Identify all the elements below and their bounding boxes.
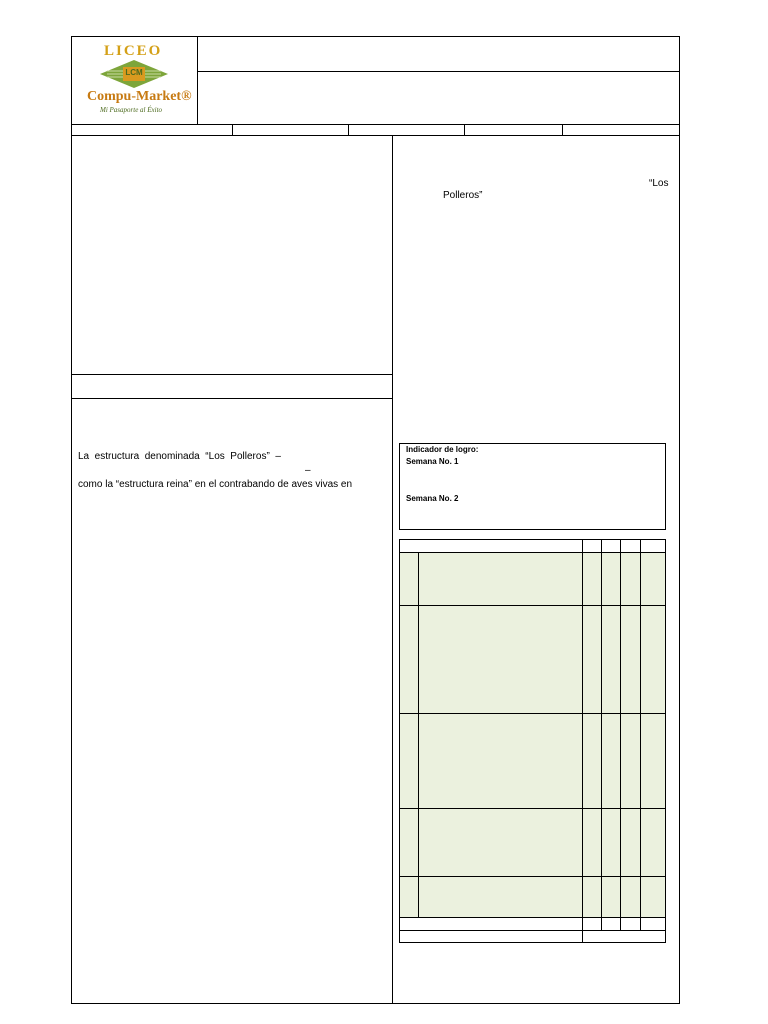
table-right-border	[665, 539, 666, 552]
logo-top-text: LICEO	[104, 43, 163, 59]
grading-table	[399, 529, 666, 944]
info-strip	[72, 124, 680, 136]
info-strip-divider	[464, 124, 465, 135]
quote-part-2: Polleros”	[443, 190, 483, 201]
table-left-border	[399, 918, 400, 930]
table-column-line	[582, 930, 583, 942]
info-strip-divider	[348, 124, 349, 135]
table-column-line	[582, 539, 583, 930]
info-strip-divider	[562, 124, 563, 135]
page-frame	[71, 36, 680, 1004]
logo-brand-name: Compu-Market®	[87, 89, 192, 104]
table-row	[399, 809, 666, 877]
header-divider	[198, 71, 680, 72]
left-section-line	[72, 374, 392, 375]
paragraph-line-1: La estructura denominada “Los Polleros” –	[78, 451, 281, 462]
indicator-box	[399, 443, 666, 530]
table-footer-row	[399, 930, 666, 943]
left-section-line	[72, 398, 392, 399]
table-column-line	[601, 539, 602, 930]
table-left-border	[399, 539, 400, 552]
info-strip-divider	[232, 124, 233, 135]
header-logo-cell	[72, 37, 198, 124]
logo-slogan: Mi Pasaporte al Éxito	[100, 106, 163, 114]
table-line	[399, 539, 665, 540]
indicator-label: Indicador de logro:	[406, 445, 479, 454]
table-column-line	[418, 552, 419, 918]
table-row	[399, 714, 666, 809]
table-right-border	[665, 918, 666, 930]
table-row	[399, 606, 666, 714]
paragraph-line-2: como la “estructura reina” en el contrabando de aves vivas en	[78, 479, 353, 490]
table-column-line	[640, 539, 641, 930]
week-1-label: Semana No. 1	[406, 457, 459, 466]
logo-emblem-text: LCM	[125, 68, 143, 77]
column-divider	[392, 136, 393, 1004]
paragraph-dash: –	[305, 465, 311, 476]
quote-part-1: “Los	[649, 178, 669, 189]
table-column-line	[620, 539, 621, 930]
week-2-label: Semana No. 2	[406, 494, 459, 503]
table-row	[399, 877, 666, 918]
table-row	[399, 552, 666, 606]
